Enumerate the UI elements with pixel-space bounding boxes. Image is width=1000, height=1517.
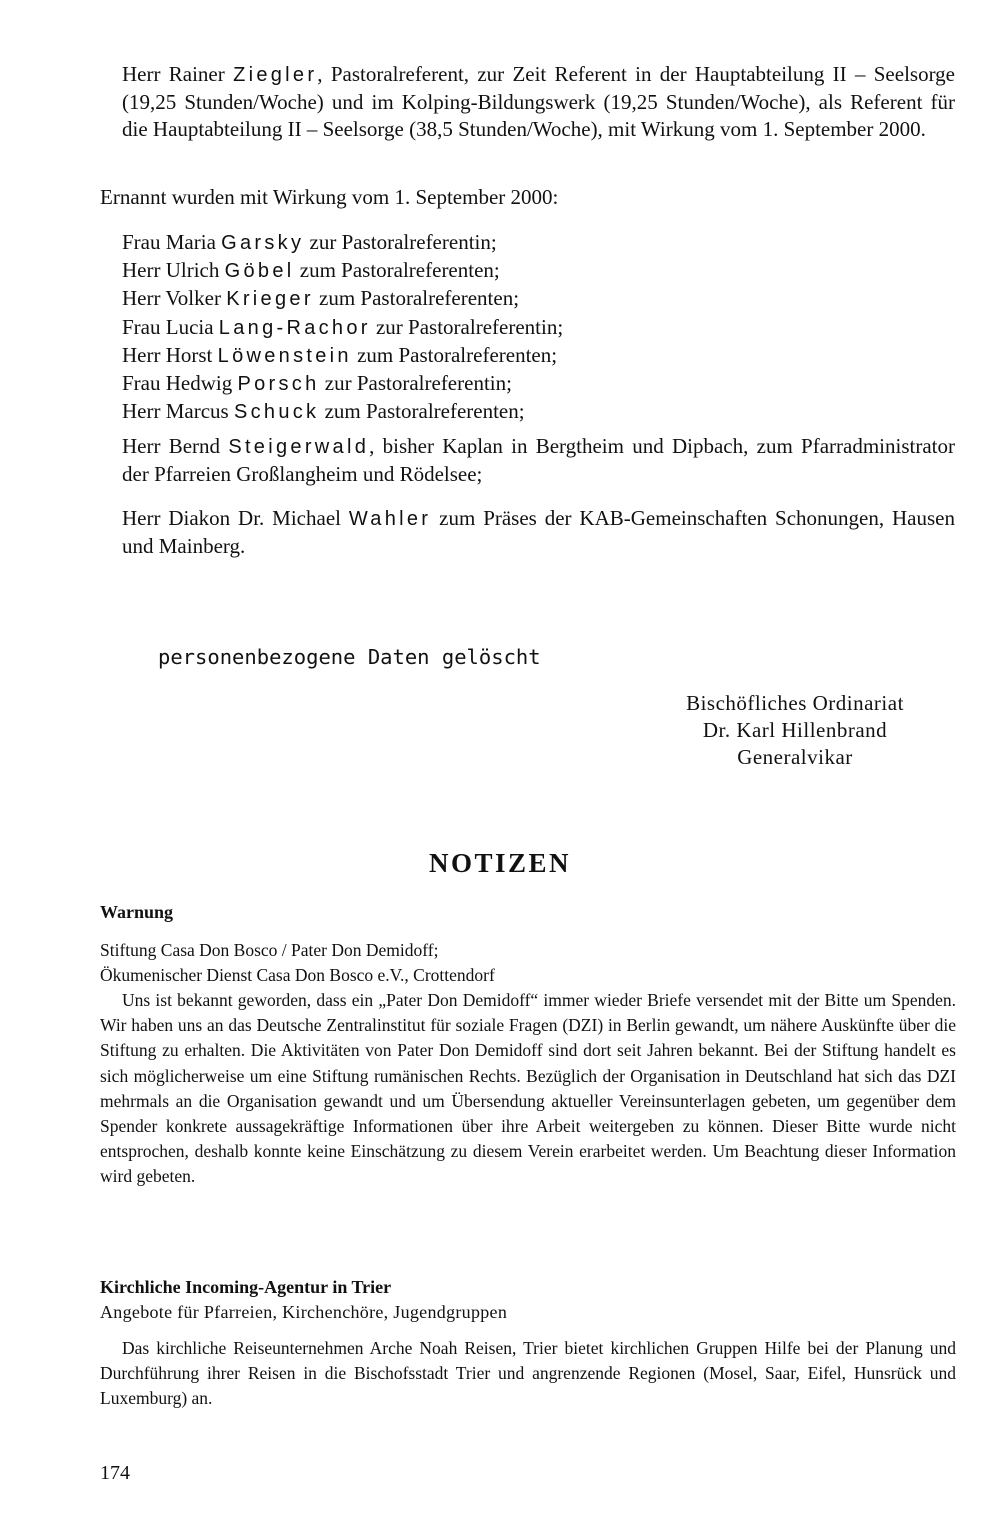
paragraph-ziegler-before: Herr Rainer xyxy=(122,62,234,86)
redaction-note: personenbezogene Daten gelöscht xyxy=(158,645,541,669)
signature-office: Bischöfliches Ordinariat xyxy=(686,691,904,715)
warnung-intro-line: Ökumenischer Dienst Casa Don Bosco e.V., Crottendorf xyxy=(100,965,495,986)
appointment-item xyxy=(122,257,955,285)
appointment-prefix: Herr Marcus xyxy=(122,399,234,424)
incoming-heading: Kirchliche Incoming-Agentur in Trier xyxy=(100,1277,392,1297)
appointment-prefix: Herr Volker xyxy=(122,286,227,311)
appointment-prefix: Frau Lucia xyxy=(122,314,219,339)
warnung-heading: Warnung xyxy=(100,902,174,922)
appointment-item xyxy=(122,285,955,313)
appointment-prefix: Frau Maria xyxy=(122,230,222,254)
appointment-prefix: Frau Hedwig xyxy=(122,371,238,396)
appointments-intro: Ernannt wurden mit Wirkung vom 1. September 2000: xyxy=(100,185,559,209)
appointment-suffix: zum Pastoralreferenten; xyxy=(351,342,558,367)
incoming-subheading: Angebote für Pfarreien, Kirchenchöre, Jugendgruppen xyxy=(100,1302,508,1322)
appointment-item xyxy=(122,229,955,257)
appointment-name: Lang-Rachor xyxy=(218,316,371,339)
appointment-suffix: zum Pastoralreferenten; xyxy=(319,399,525,424)
signature-name: Dr. Karl Hillenbrand xyxy=(702,718,888,742)
appointment-name: Krieger xyxy=(226,288,314,311)
paragraph-wahler-name: Wahler xyxy=(348,508,432,530)
warnung-intro xyxy=(100,938,956,988)
incoming-text: Das kirchliche Reiseunternehmen Arche Noah Reisen, Trier bietet kirchlichen Gruppen Hilfe bei der Planung und Durchführung ihrer Reisen in die Bischofsstadt Trier und angrenzende Regionen (Mosel, Saar, Eifel, Hunsrück und Luxemburg) an. xyxy=(100,1338,956,1409)
section-heading-notizen: NOTIZEN xyxy=(428,848,572,878)
paragraph-ziegler-after: , Pastoralreferent, zur Zeit Referent in der Hauptabteilung II – Seelsorge (19,25 Stunden/Woche) und im Kolping-Bildungswerk (19,25 Stunden/Woche), als Referent für die Hauptabteilung II – Seelsorge (38,5 Stunden/Woche), mit Wirkung vom 1. September 2000. xyxy=(122,62,956,141)
paragraph-wahler-after: zum Präses der KAB-Gemeinschaften Schonungen, Hausen und Mainberg. xyxy=(122,506,955,558)
appointment-name: Schuck xyxy=(233,401,320,424)
appointment-name: Garsky xyxy=(221,232,305,254)
appointment-name: Göbel xyxy=(224,260,295,283)
paragraph-steigerwald-before: Herr Bernd xyxy=(122,434,229,458)
appointment-name: Porsch xyxy=(237,373,320,396)
paragraph-ziegler-name: Ziegler xyxy=(233,64,318,86)
paragraph-ziegler xyxy=(122,61,955,143)
appointment-item xyxy=(122,342,955,370)
page-number: 174 xyxy=(100,1462,130,1484)
paragraph-wahler xyxy=(122,505,955,560)
appointment-suffix: zum Pastoralreferenten; xyxy=(294,258,500,283)
warnung-intro-line: Stiftung Casa Don Bosco / Pater Don Demidoff; xyxy=(100,940,439,960)
signature-block xyxy=(640,690,950,771)
paragraph-steigerwald-name: Steigerwald xyxy=(228,436,370,458)
appointment-suffix: zur Pastoralreferentin; xyxy=(370,314,564,339)
appointment-item xyxy=(122,398,955,426)
appointment-item xyxy=(122,314,955,342)
appointment-suffix: zur Pastoralreferentin; xyxy=(304,230,497,254)
appointment-item xyxy=(122,370,955,398)
appointment-name: Löwenstein xyxy=(217,344,352,367)
appointment-suffix: zur Pastoralreferentin; xyxy=(319,371,512,396)
signature-title: Generalvikar xyxy=(737,745,853,769)
appointment-prefix: Herr Horst xyxy=(122,342,218,367)
paragraph-wahler-before: Herr Diakon Dr. Michael xyxy=(122,506,349,530)
paragraph-steigerwald xyxy=(122,433,955,488)
appointments-list xyxy=(122,229,955,426)
warnung-text: Uns ist bekannt geworden, dass ein „Pater Don Demidoff“ immer wieder Briefe versendet mit der Bitte um Spenden. Wir haben uns an das Deutsche Zentralinstitut für soziale Fragen (DZI) in Berlin gewandt, um nähere Auskünfte über die Stiftung zu erhalten. Die Aktivitäten von Pater Don Demidoff sind dort seit Jahren bekannt. Bei der Stiftung handelt es sich möglicherweise um eine Stiftung rumänischen Rechts. Bezüglich der Organisation in Deutschland hat sich das DZI mehrmals an die Organisation gewandt und um Übersendung aktueller Vereinsunterlagen gebeten, um gegenüber dem Spender konkrete aussagekräftige Informationen über ihre Arbeit weitergeben zu können. Dieser Bitte wurde nicht entsprochen, deshalb konnte keine Einschätzung zu diesem Verein erarbeitet werden. Um Beachtung dieser Information wird gebeten. xyxy=(100,990,956,1187)
appointment-suffix: zum Pastoralreferenten; xyxy=(313,286,520,311)
paragraph-steigerwald-after: , bisher Kaplan in Bergtheim und Dipbach, zum Pfarradministrator der Pfarreien Großlangheim und Rödelsee; xyxy=(122,434,955,486)
appointment-prefix: Herr Ulrich xyxy=(122,258,225,283)
